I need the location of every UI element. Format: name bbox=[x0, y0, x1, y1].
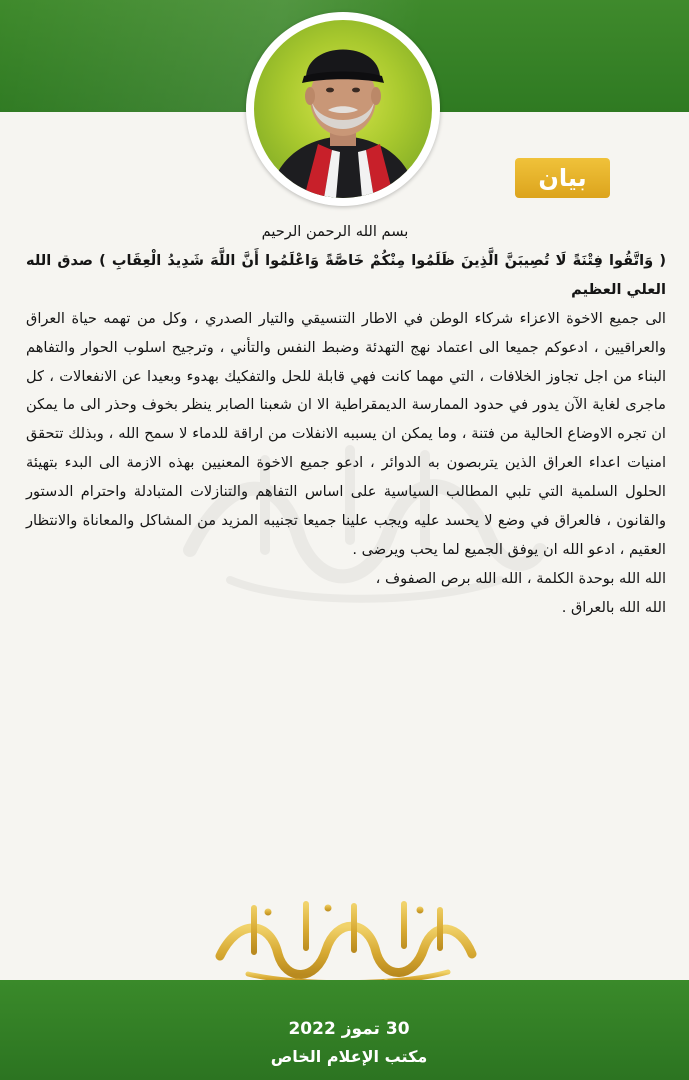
portrait-figure bbox=[254, 20, 432, 198]
statement-badge bbox=[515, 158, 610, 198]
issuing-office: مكتب الإعلام الخاص bbox=[270, 1047, 428, 1066]
quran-verse: ( وَاتَّقُوا فِتْنَةً لَا تُصِيبَنَّ الَّذِينَ ظَلَمُوا مِنْكُمْ خَاصَّةً وَاعْلَمُوا أَنَّ اللَّهَ شَدِيدُ الْعِقَابِ ) صدق الله العلي العظيم bbox=[26, 251, 666, 298]
closing-line-2: الله الله بالعراق . bbox=[561, 598, 666, 616]
basmala-line: بسم الله الرحمن الرحيم bbox=[261, 223, 409, 240]
portrait-photo bbox=[254, 20, 432, 198]
signature-calligraphy-logo bbox=[208, 898, 484, 988]
statement-body: الى جميع الاخوة الاعزاء شركاء الوطن في الاطار التنسيقي والتيار الصدري ، وكل من تهمه حياة العراق والعراقيين ، ادعوكم جميعا الى اعتماد نهج التهدئة وضبط النفس والتأني ، وترجيح اسلوب الحوار والتفاهم البناء من اجل تجاوز الخلافات ، التي مهما كانت فهي قابلة للحل والتفكيك بهدوء وبعيدا عن الانفعالات ، كل ماجرى لغاية الآن يدور في حدود الممارسة الديمقراطية الا ان شعبنا الصابر ينظر بخوف وحذر الى ما يمكن ان تجره الاوضاع الحالية من فتنة ، وما يمكن ان يسببه الانفلات من اراقة للدماء لا سمح الله ، وبذلك تتحقق امنيات اعداء العراق الذين يتربصون به الدوائر ، ادعو جميع الاخوة المعنيين بهذه الازمة الى البدء بتهيئة الحلول السلمية التي تلبي المطالب السياسية على اساس التفاهم والتنازلات المتبادلة واحترام الدستور والقانون ، فالعراق في وضع لا يحسد عليه ويجب علينا جميعا تجنيبه المزيد من المشاكل والمعاناة والانتظار العقيم ، ادعو الله ان يوفق الجميع لما يحب ويرضى . bbox=[26, 309, 666, 558]
statement-text bbox=[26, 218, 666, 623]
statement-date: 30 تموز 2022 bbox=[288, 1019, 410, 1039]
closing-line-1: الله الله بوحدة الكلمة ، الله الله برص الصفوف ، bbox=[375, 569, 666, 587]
badge-label: بيان bbox=[538, 164, 587, 192]
